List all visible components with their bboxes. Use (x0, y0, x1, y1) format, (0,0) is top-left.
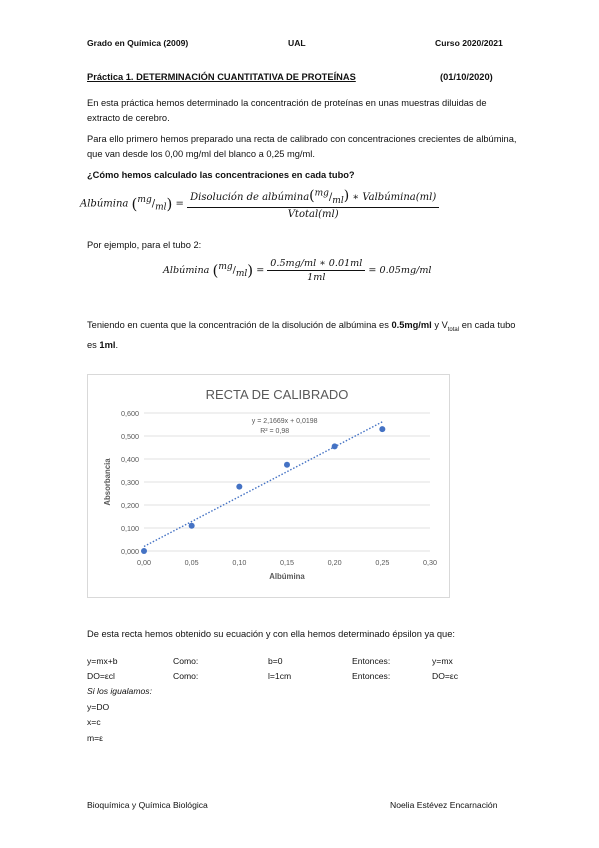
data-point (141, 548, 147, 554)
y-tick-label: 0,100 (121, 524, 139, 533)
practice-date: (01/10/2020) (440, 72, 493, 82)
formula-unit-den: ml (155, 202, 167, 213)
eq-como-2: Como: (173, 671, 199, 682)
eq-result-1: y=mx (432, 655, 453, 666)
formula-num-unit-num: mg (314, 188, 329, 199)
calibration-chart (87, 374, 450, 598)
x-tick-label: 0,05 (184, 558, 199, 567)
data-point (379, 426, 385, 432)
volume-text-d: en cada tubo es (87, 320, 516, 350)
y-tick-label: 0,400 (121, 455, 139, 464)
eq-identity-x: x=c (87, 717, 101, 728)
formula-numerator-a: Disolución de albúmina (190, 192, 310, 203)
x-tick-label: 0,15 (280, 558, 294, 567)
y-tick-label: 0,500 (121, 432, 139, 441)
x-tick-label: 0,30 (423, 558, 437, 567)
example-lhs-word: Albúmina (163, 265, 210, 276)
data-point (189, 523, 195, 529)
eq-line-beer: DO=εcl (87, 671, 115, 682)
header-year: Curso 2020/2021 (435, 38, 503, 48)
volume-value: 1ml (99, 339, 116, 350)
y-tick-label: 0,200 (121, 501, 139, 510)
eq-entonces-2: Entonces: (352, 671, 391, 682)
header-course: Grado en Química (2009) (87, 38, 189, 48)
question-heading: ¿Cómo hemos calculado las concentraciones en cada tubo? (87, 170, 355, 180)
volume-paragraph (87, 318, 517, 353)
formula-unit-num: mg (137, 195, 152, 206)
eq-identity-y: y=DO (87, 701, 110, 712)
x-tick-label: 0,20 (327, 558, 342, 567)
chart-svg (88, 375, 449, 597)
footer-subject: Bioquímica y Química Biológica (87, 800, 208, 810)
formula-lhs-word: Albúmina (80, 198, 129, 210)
concentration-formula: Albúmina $(^{mg}/_{ml})$ = $\frac{Disolución de albú\min a(^{mg}/_{ml}) ∗ Valbú\min a(ml)}{\text{Vtotal(ml)}}$ (80, 188, 439, 220)
eq-entonces-1: Entonces: (352, 655, 391, 666)
example-fraction (267, 258, 365, 283)
eq-result-2: DO=εc (432, 671, 459, 682)
epsilon-paragraph: De esta recta hemos obtenido su ecuación y con ella hemos determinado épsilon ya que: (87, 629, 455, 639)
example-formula: Albúmina $(^{mg}/_{ml})$ = $\frac{0.5mg/ml ∗ 0.01ml}{1ml}$ = 0.05mg/ml (163, 258, 432, 283)
eq-condition-2: l=1cm (268, 671, 292, 682)
y-axis-label: Absorbancia (103, 458, 112, 506)
x-tick-label: 0,25 (375, 558, 390, 567)
formula-num-unit-den: ml (332, 196, 344, 206)
eq-line-linear: y=mx+b (87, 655, 118, 666)
footer-author: Noelia Estévez Encarnación (390, 800, 498, 810)
example-result: = 0.05mg/ml (368, 265, 432, 276)
data-point (332, 443, 338, 449)
equation-comparison (87, 653, 458, 745)
volume-subscript: total (447, 326, 460, 333)
chart-title: RECTA DE CALIBRADO (205, 387, 349, 402)
volume-text-a: Teniendo en cuenta que la concentración de la disolución de albúmina es (87, 320, 392, 330)
y-tick-label: 0,600 (121, 409, 139, 418)
trend-r2: R² = 0,98 (260, 427, 290, 435)
practice-title: Práctica 1. DETERMINACIÓN CUANTITATIVA DE PROTEÍNAS (87, 72, 356, 82)
eq-condition-1: b=0 (268, 655, 283, 666)
formula-fraction: $\frac{Disolución de albú\min a(^{mg}/_{ml}) ∗ Valbú\min a(ml)}{\text{Vtotal(ml)}}$ (187, 188, 439, 220)
x-tick-label: 0,10 (232, 558, 247, 567)
volume-concentration: 0.5mg/ml (391, 320, 432, 330)
x-tick-label: 0,00 (137, 558, 151, 567)
formula-denominator: Vtotal(ml) (287, 209, 339, 220)
volume-text-c: y V (431, 320, 448, 330)
example-unit-den: ml (235, 268, 248, 279)
example-intro: Por ejemplo, para el tubo 2: (87, 240, 202, 250)
header-university: UAL (288, 38, 306, 48)
eq-equate-label: Si los igualamos: (87, 686, 152, 697)
y-tick-label: 0,300 (121, 478, 139, 487)
x-axis-label: Albúmina (269, 572, 305, 581)
data-point (284, 462, 290, 468)
eq-como-1: Como: (173, 655, 199, 666)
calibration-paragraph: Para ello primero hemos preparado una recta de calibrado con concentraciones crecientes de albúmina, que van desde los 0,00 mg/ml del blanco a 0,25 mg/ml. (87, 134, 517, 159)
intro-paragraph: En esta práctica hemos determinado la concentración de proteínas en unas muestras diluidas de extracto de cerebro. (87, 98, 487, 123)
example-denominator: 1ml (307, 272, 326, 283)
formula-numerator-b: ∗ Valbúmina(ml) (349, 192, 437, 203)
example-unit-num: mg (218, 261, 233, 272)
example-numerator: 0.5mg/ml ∗ 0.01ml (267, 258, 365, 271)
y-tick-label: 0,000 (121, 547, 139, 556)
eq-identity-m: m=ε (87, 732, 104, 743)
volume-text-f: . (115, 339, 119, 350)
data-point (236, 484, 242, 490)
trend-equation: y = 2,1669x + 0,0198 (251, 417, 318, 425)
